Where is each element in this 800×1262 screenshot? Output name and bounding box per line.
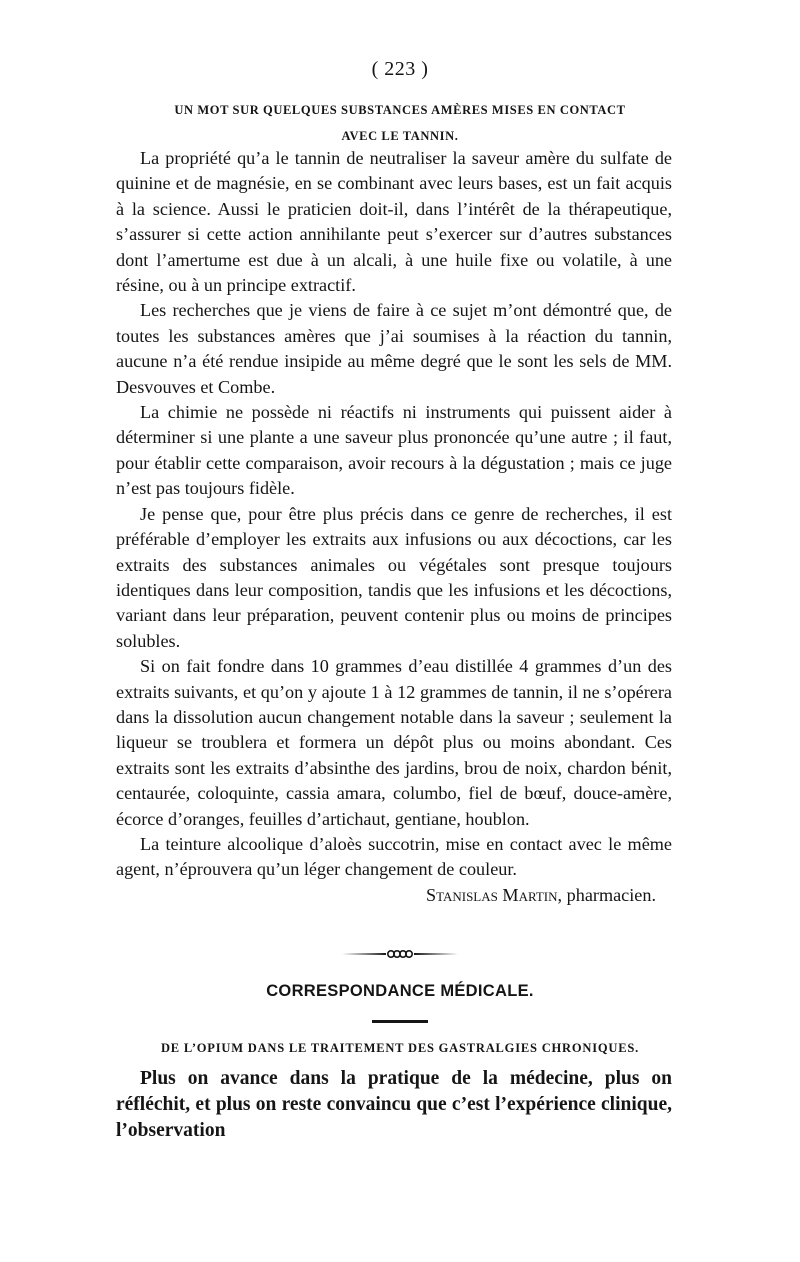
paragraph: Si on fait fondre dans 10 grammes d’eau distillée 4 grammes d’un des extraits suivants, et qu’on y ajoute 1 à 12 grammes de tannin, il ne s’opérera dans la dissolution aucun changement notable dans la saveur ; seulement la liqueur se troublera et formera un dépôt plus ou moins abondant. Ces extraits sont les extraits d’absinthe des jardins, brou de noix, chardon bénit, centaurée, coloquinte, cassia amara, columbo, fiel de bœuf, douce-amère, écorce d’oranges, feuilles d’artichaut, gentiane, houblon. [116,656,672,829]
article-title-line-1: UN MOT SUR QUELQUES SUBSTANCES AMÈRES MISES EN CONTACT [174,103,626,117]
paragraph: Je pense que, pour être plus précis dans ce genre de recherches, il est préférable d’employer les extraits aux infusions ou aux décoctions, car les extraits des substances animales ou végétales sont presque toujours identiques dans leur composition, tandis que les infusions et les décoctions, variant dans leur préparation, peuvent contenir plus ou moins de principes solubles. [116,503,672,651]
ornament-divider [340,947,460,961]
article-title-line-2: AVEC LE TANNIN. [341,129,459,143]
section-rule [372,1020,428,1023]
author-signature [116,883,672,908]
paragraph: La teinture alcoolique d’aloès succotrin, mise en contact avec le même agent, n’éprouvera qu’un léger changement de couleur. [116,833,672,880]
paragraph: La chimie ne possède ni réactifs ni instruments qui puissent aider à déterminer si une plante a une saveur plus prononcée qu’une autre ; il faut, pour établir cette comparaison, avoir recours à la dégustation ; mais ce juge n’est pas toujours fidèle. [116,402,672,499]
author-name: Stanislas Martin, [425,884,563,905]
section-title: CORRESPONDANCE MÉDICALE. [266,982,534,1000]
paragraph: La propriété qu’a le tannin de neutraliser la saveur amère du sulfate de quinine et de magnésie, en se combinant avec leurs bases, est un fait acquis à la science. Aussi le praticien doit-il, dans l’intérêt de la thérapeutique, s’assurer si cette action annihilante peut s’exercer sur d’autres substances dont l’amertume est due à un alcali, à une huile fixe ou volatile, à une résine, ou à un principe extractif. [116,148,672,296]
subsection-title: DE L’OPIUM DANS LE TRAITEMENT DES GASTRALGIES CHRONIQUES. [160,1041,640,1055]
page-number: ( 223 ) [371,58,429,80]
paragraph: Les recherches que je viens de faire à ce sujet m’ont démontré que, de toutes les substances amères que j’ai soumises à la réaction du tannin, aucune n’a été rendue insipide au même degré que le sont les sels de MM. Desvouves et Combe. [116,300,672,397]
author-role: pharmacien. [562,884,656,905]
article-title [140,97,660,149]
article-body [116,146,672,908]
section-body [116,1066,672,1144]
paragraph: Plus on avance dans la pratique de la médecine, plus on réfléchit, et plus on reste convaincu que c’est l’expérience clinique, l’observation [116,1068,672,1141]
